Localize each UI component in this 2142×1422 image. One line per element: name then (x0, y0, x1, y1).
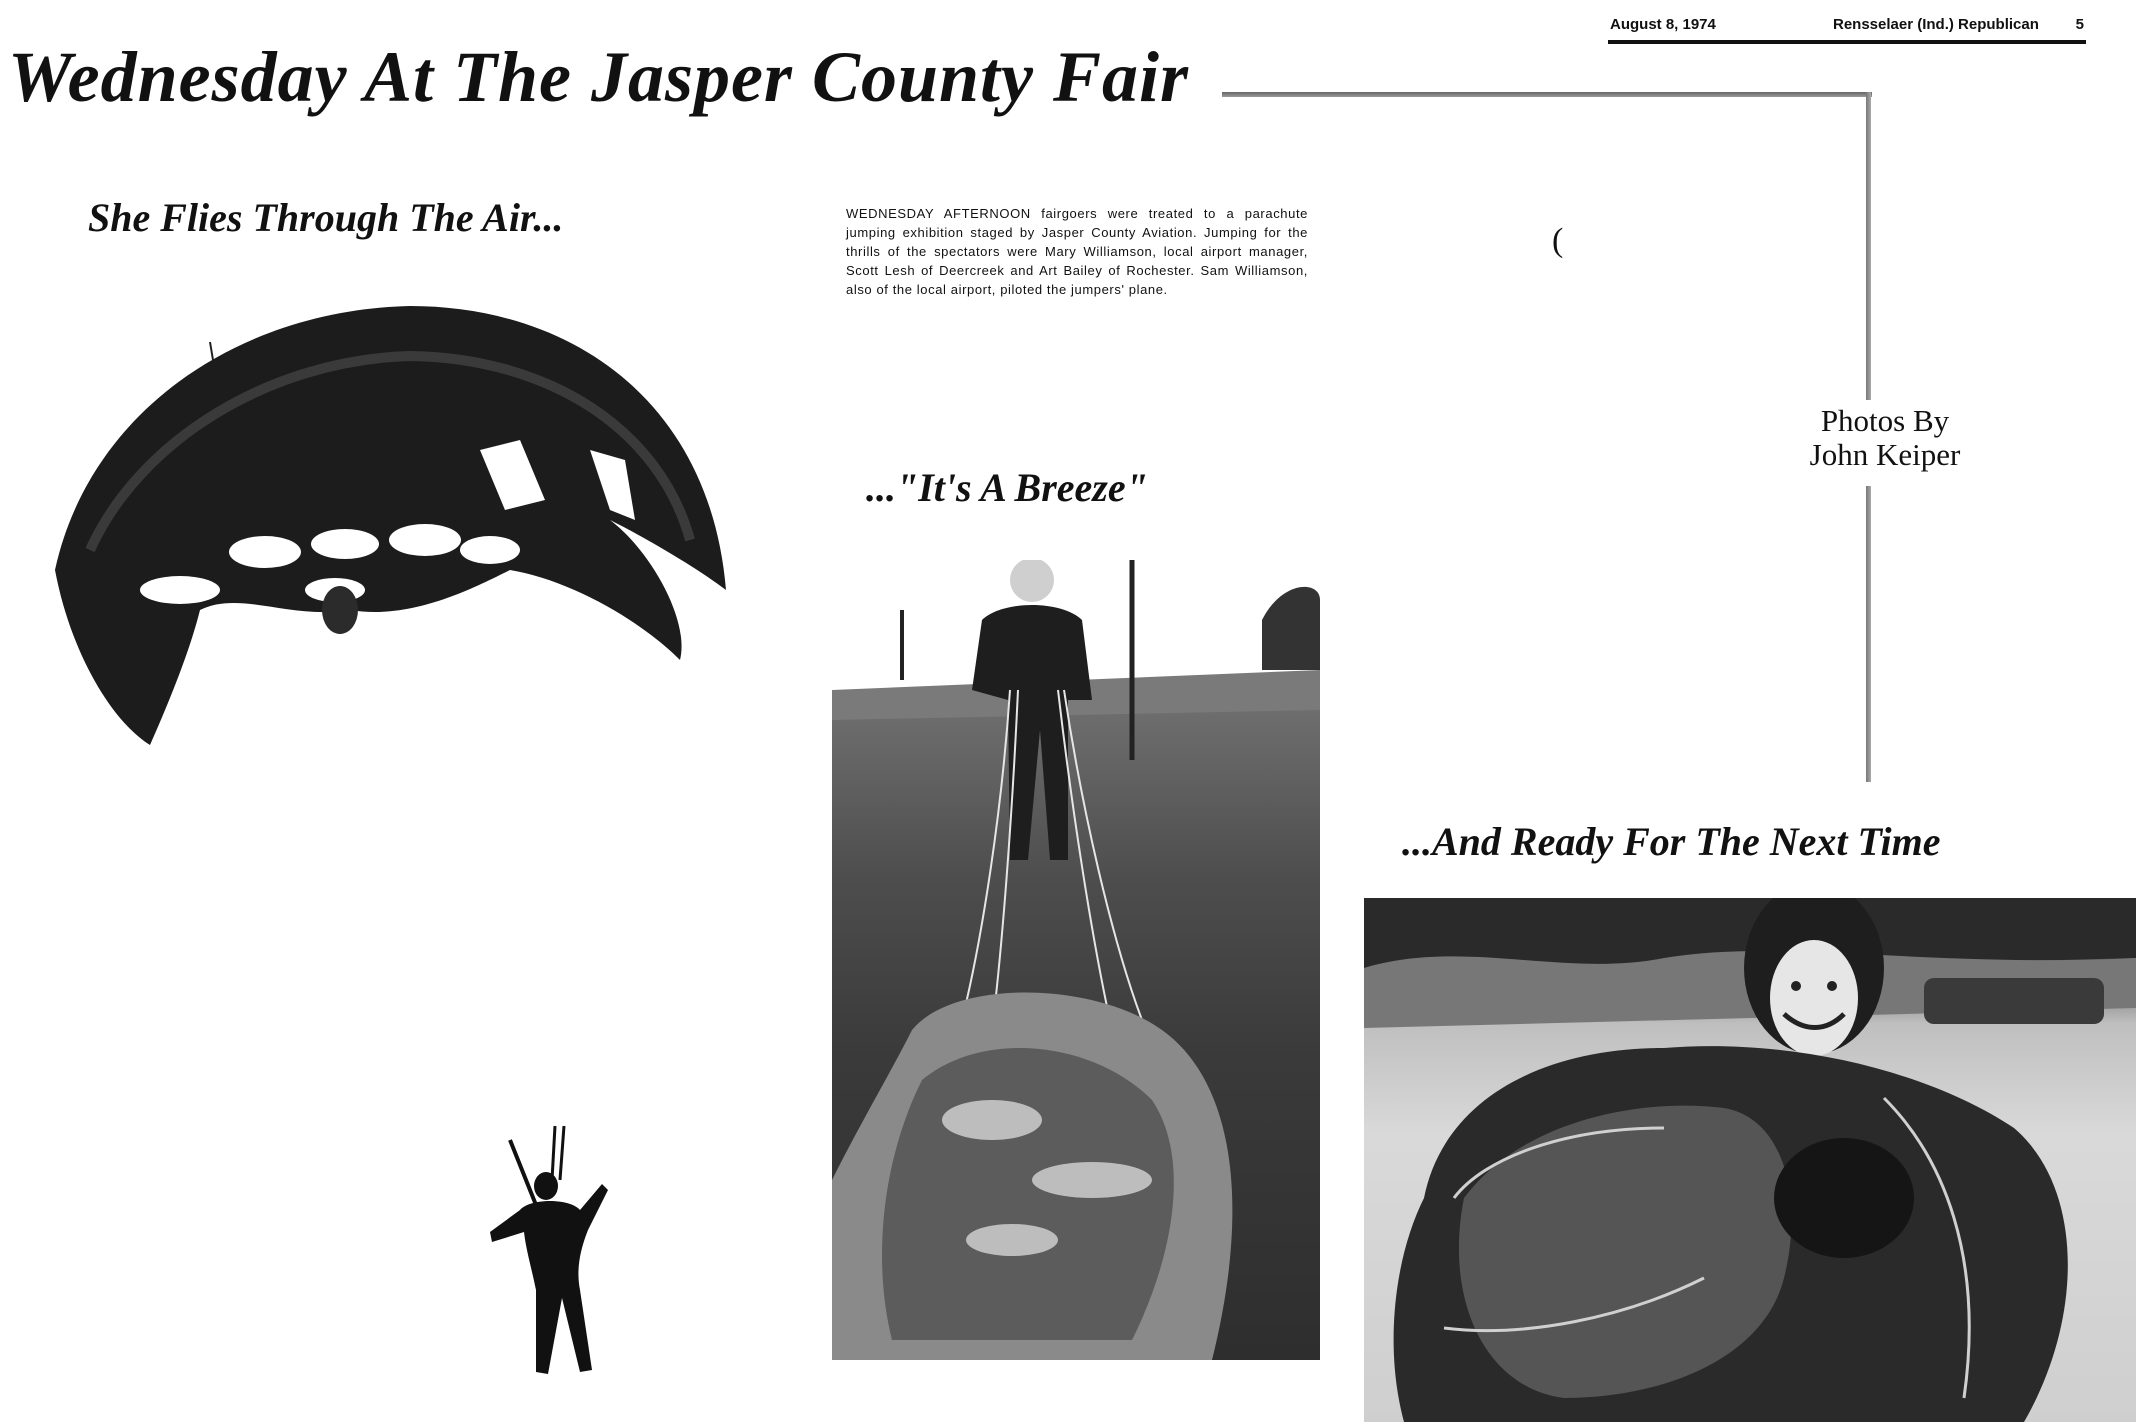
masthead-rule (1608, 40, 2086, 44)
photo-credit-line1: Photos By (1820, 403, 1950, 438)
photo-credit (1790, 404, 1980, 472)
story-caption: WEDNESDAY AFTERNOON fairgoers were treated to a parachute jumping exhibition staged by Jasper County Aviation. Jumping for the thrills of the spectators were Mary Williamson, local airport manager, Scott Lesh of Deercreek and Art Bailey of Rochester. Sam Williamson, also of the local airport, piloted the jumpers' plane. (846, 206, 1308, 297)
newspaper-name: Rensselaer (Ind.) Republican (1833, 16, 2039, 33)
photo-falling-jumper (480, 1120, 620, 1380)
page-headline: Wednesday At The Jasper County Fair (8, 37, 1190, 117)
photo-woman-with-chute (832, 560, 1320, 1360)
subhead-ready: ...And Ready For The Next Time (1402, 819, 1941, 864)
photo-woman-packed-chute (1364, 898, 2136, 1422)
stray-mark: ( (1552, 222, 1564, 259)
photo-parachute-canopy (50, 290, 730, 750)
issue-date: August 8, 1974 (1610, 16, 1716, 33)
subhead-flies: She Flies Through The Air... (88, 195, 564, 240)
photo-credit-line2: John Keiper (1809, 437, 1961, 472)
subhead-breeze: ..."It's A Breeze" (866, 465, 1148, 510)
headline-rule (1222, 92, 1872, 97)
page-number: 5 (2075, 16, 2084, 33)
